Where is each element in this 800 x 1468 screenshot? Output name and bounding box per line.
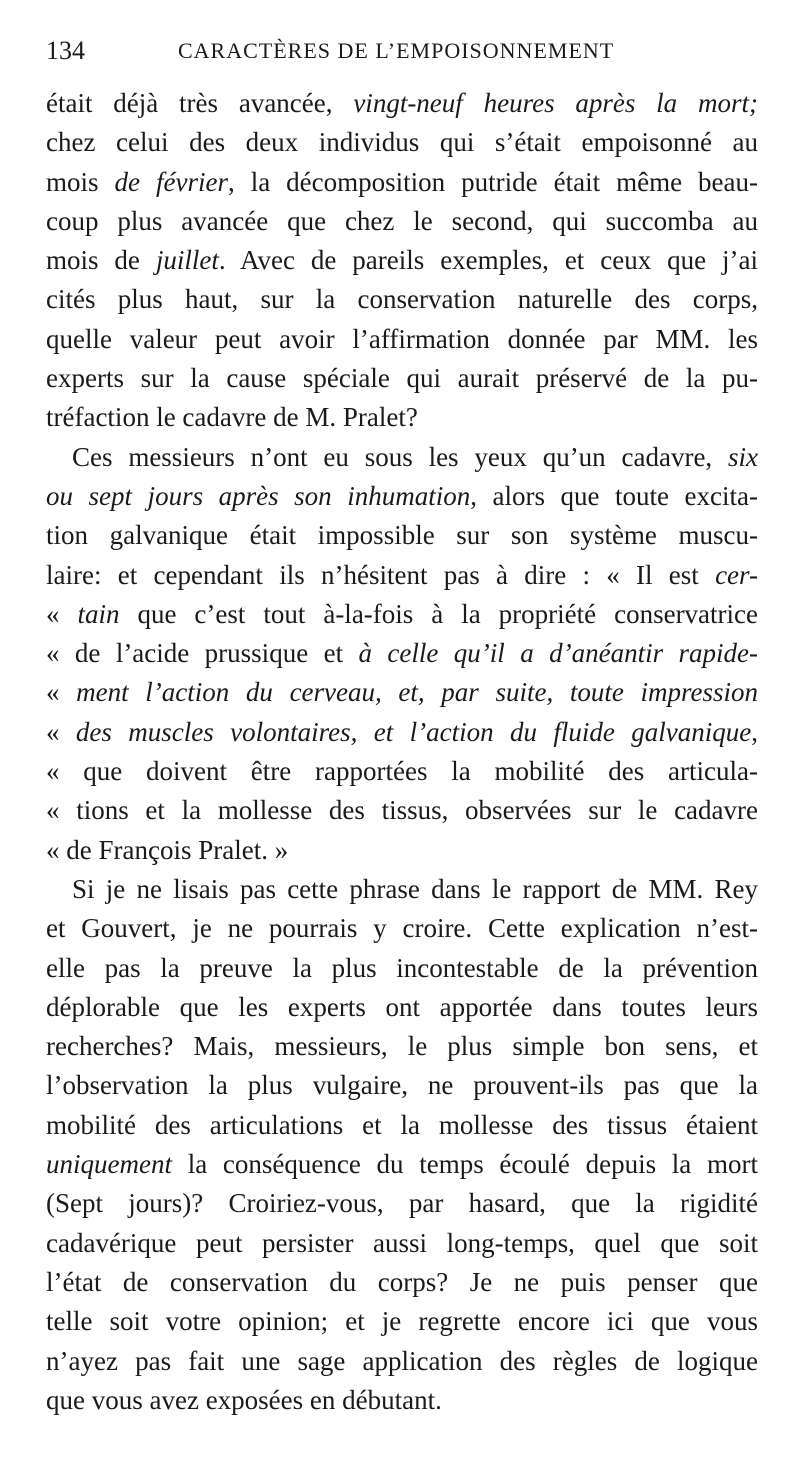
text-line [46,1027,758,1066]
text-segment: était déjà très avancée, [46,88,354,118]
italic-text: juillet [155,245,219,276]
page-number: 134 [46,36,85,65]
text-line [46,673,758,712]
text-segment: et Gouvert, je ne pourrais y croire. Cette explication n’est- [46,913,758,944]
text-segment: , [751,716,758,747]
text-segment: tréfaction le cadavre de M. Pralet? [46,402,418,433]
text-segment: tion galvanique était impossible sur son système muscu- [46,520,758,551]
italic-text: ou sept jours après son inhumation [46,480,471,511]
text-segment: chez celui des deux individus qui s’était empoisonné au [46,127,758,158]
text-line [46,516,758,555]
italic-text: à celle qu’il a d’anéantir rapide- [358,638,758,669]
text-line [46,791,758,830]
text-segment: elle pas la preuve la plus incontestable de la prévention [46,952,758,983]
text-line [46,988,758,1027]
text-segment: mois de [46,245,156,276]
text-line [46,359,758,398]
text-line [46,1263,758,1302]
text-segment: déplorable que les experts ont apportée dans toutes leurs [46,991,758,1022]
italic-text: cer- [715,559,758,590]
text-line [46,752,758,791]
text-line [46,1381,758,1420]
text-segment: « de François Pralet. » [46,834,289,865]
text-line [46,1106,758,1145]
text-segment: experts sur la cause spéciale qui aurait préservé de la pu- [46,363,758,394]
text-line [46,1342,758,1381]
text-line [46,1184,758,1223]
text-segment: , alors que toute excita- [470,480,758,511]
italic-text: de février [114,166,228,197]
italic-text: vingt-neuf heures après la mort; [353,88,758,118]
running-head: CARACTÈRES DE L’EMPOISONNEMENT [178,38,615,63]
text-segment: « [46,677,77,708]
body-text [46,84,758,1420]
text-segment: cités plus haut, sur la conservation naturelle des corps, [46,284,758,315]
text-line [46,870,758,909]
text-line [46,1302,758,1341]
text-segment: Si je ne lisais pas cette phrase dans le rapport de MM. Rey [72,873,758,904]
page-header [46,36,766,76]
text-segment: , la décomposition putride était même beau- [227,166,758,197]
text-line [46,556,758,595]
text-segment: « [46,598,78,629]
text-segment: la conséquence du temps écoulé depuis la mort [171,1149,758,1180]
italic-text: uniquement [46,1149,172,1180]
text-line [46,1224,758,1263]
text-segment: laire: et cependant ils n’hésitent pas à dire : « Il est [46,559,716,590]
text-segment: cadavérique peut persister aussi long-temps, quel que soit [46,1227,758,1258]
text-segment: recherches? Mais, messieurs, le plus simple bon sens, et [46,1031,758,1062]
text-segment: mois [46,166,115,197]
text-segment: l’état de conservation du corps? Je ne puis penser que [46,1266,758,1297]
text-segment: « tions et la mollesse des tissus, observées sur le cadavre [46,795,758,826]
text-segment: Ces messieurs n’ont eu sous les yeux qu’un cadavre, [72,441,728,472]
text-line [46,909,758,948]
text-line [46,1145,758,1184]
text-line [46,280,758,319]
text-segment: l’observation la plus vulgaire, ne prouvent-ils pas que la [46,1070,758,1101]
text-line [46,1066,758,1105]
text-line [46,163,758,202]
text-line [46,320,758,359]
text-segment: n’ayez pas fait une sage application des règles de logique [46,1345,758,1376]
text-line [46,438,758,477]
text-line [46,241,758,280]
text-segment: que vous avez exposées en débutant. [46,1384,442,1415]
text-segment: que c’est tout à-la-fois à la propriété conservatrice [119,598,758,629]
text-segment: « de l’acide prussique et [46,638,359,669]
text-segment: . Avec de pareils exemples, et ceux que j’ai [218,245,758,276]
text-segment: « que doivent être rapportées la mobilité des articula- [46,756,758,787]
text-line [46,831,758,870]
text-line [46,595,758,634]
text-line [46,713,758,752]
text-segment: « [46,716,76,747]
text-line [46,398,758,437]
text-line [46,123,758,162]
text-segment: (Sept jours)? Croiriez-vous, par hasard, que la rigidité [46,1188,758,1219]
text-segment: quelle valeur peut avoir l’affirmation donnée par MM. les [46,323,758,354]
text-line [46,949,758,988]
italic-text: tain [77,598,120,629]
text-segment: mobilité des articulations et la mollesse des tissus étaient [46,1109,758,1140]
text-line [46,477,758,516]
text-segment: telle soit votre opinion; et je regrette encore ici que vous [46,1306,758,1337]
text-segment: coup plus avancée que chez le second, qui succomba au [46,205,758,236]
text-line [46,202,758,241]
text-line [46,84,758,123]
text-line [46,634,758,673]
italic-text: ment l’action du cerveau, et, par suite, toute impression [76,677,758,708]
italic-text: six [728,441,758,472]
italic-text: des muscles volontaires, et l’action du fluide galvanique [75,716,752,747]
